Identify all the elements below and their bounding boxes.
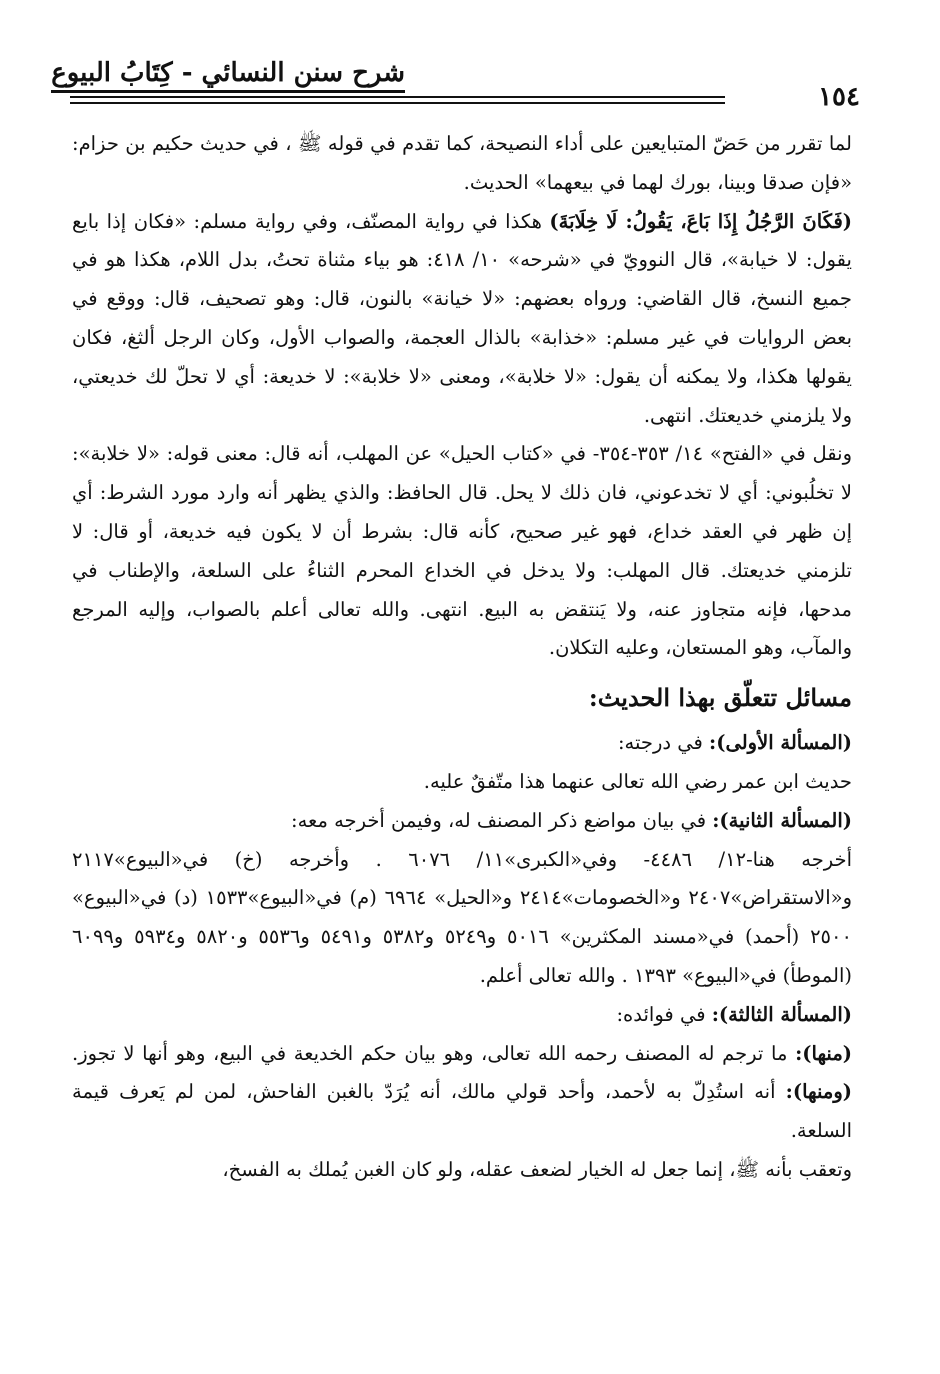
- section-heading: مسائل تتعلّق بهذا الحديث:: [588, 683, 852, 713]
- issue-2-heading: [72, 802, 852, 841]
- issue-3-text-2: أنه استُدِلّ به لأحمد، وأحد قولي مالك، أنه يُرَدّ بالغبن الفاحش، لمن لم يَعرف قيمة السلعة.: [72, 1080, 852, 1143]
- issue-3-title: في فوائده:: [616, 1002, 712, 1026]
- header-rule: [70, 96, 725, 104]
- issue-1-label: (المسألة الأولى):: [709, 731, 852, 755]
- hadith-quote: (فَكَانَ الرَّجُلُ إِذَا بَاعَ، يَقُولُ: لَا خِلَابَةَ): [549, 209, 853, 233]
- issue-3-heading: [72, 996, 852, 1035]
- issue-1-title: في درجته:: [617, 731, 710, 755]
- page-number: ١٥٤: [808, 82, 860, 112]
- issue-2-label: (المسألة الثانية):: [712, 808, 852, 832]
- page-header: [51, 52, 860, 112]
- book-title: شرح سنن النسائي - كِتَابُ البيوع: [51, 58, 405, 93]
- issue-1-text: حديث ابن عمر رضي الله تعالى عنهما هذا متّفقٌ عليه.: [423, 769, 852, 793]
- issue-3-label: (المسألة الثالثة):: [711, 1002, 852, 1026]
- issue-3-text: [72, 1035, 852, 1151]
- issue-2-title: في بيان مواضع ذكر المصنف له، وفيمن أخرجه معه:: [291, 808, 713, 832]
- last-paragraph: وتعقب بأنه ﷺ، إنما جعل له الخيار لضعف عقله، ولو كان الغبن يُملك به الفسخ،: [222, 1157, 852, 1181]
- paragraph-2: [72, 203, 852, 436]
- minha-label-1: (منها):: [795, 1041, 852, 1065]
- issue-3-text-1: ما ترجم له المصنف رحمه الله تعالى، وهو بيان حكم الخديعة في البيع، وهو أنها لا تجوز.: [72, 1041, 796, 1065]
- paragraph-1: لما تقرر من حَضّ المتبايعين على أداء النصيحة، كما تقدم في قوله ﷺ ، في حديث حكيم بن حزام: «فإن صدقا وبينا، بورك لهما في بيعهما» الحديث.: [72, 132, 852, 194]
- minha-label-2: (ومنها):: [785, 1080, 852, 1104]
- issue-2-text: أخرجه هنا-١٢/ ٤٤٨٦- وفي«الكبرى»١١/ ٦٠٧٦ . وأخرجه (خ) في«البيوع»٢١١٧ و«الاستقراض»٢٤٠٧ و«الخصومات»٢٤١٤ و«الحيل» ٦٩٦٤ (م) في«البيوع»١٥٣٣ (د) في«البيوع» ٢٥٠٠ (أحمد) في«مسند المكثرين» ٥٠١٦ و٥٢٤٩ و٥٣٨٢ و٥٤٩١ و٥٥٣٦ و٥٨٢٠ و٥٩٣٤ و٦٠٩٩ (الموطأ) في«البيوع» ١٣٩٣ . والله تعالى أعلم.: [72, 847, 852, 987]
- issue-1-heading: [72, 724, 852, 763]
- paragraph-3: ونقل في «الفتح» ١٤/ ٣٥٣-٣٥٤- في «كتاب الحيل» عن المهلب، أنه قال: معنى قوله: «لا خلابة»: لا تخلُبوني: أي لا تخدعوني، فان ذلك لا يحل. قال الحافظ: والذي يظهر أنه وارد مورد الشرط: أي إن ظهر في العقد خداع، فهو غير صحيح، كأنه قال: بشرط أن لا يكون فيه خديعة، أو قال: لا تلزمني خديعتك. قال المهلب: ولا يدخل في الخداع المحرم الثناءُ على السلعة، والإطناب في مدحها، فإنه متجاوز عنه، ولا يَنتقض به البيع. انتهى. والله تعالى أعلم بالصواب، وإليه المرجع والمآب، وهو المستعان، وعليه التكلان.: [72, 442, 852, 660]
- paragraph-2-text: هكذا في رواية المصنّف، وفي رواية مسلم: «فكان إذا بايع يقول: لا خيابة»، قال النوويّ في «شرحه» ١٠/ ٤١٨: هو بياء مثناة تحتُ، بدل اللام، هكذا هو في جميع النسخ، قال القاضي: ورواه بعضهم: «لا خيانة» بالنون، قال: وهو تصحيف، قال: ووقع في بعض الروايات في غير مسلم: «خذابة» بالذال العجمة، والصواب الأول، وكان الرجل ألثغ، فكان يقولها هكذا، ولا يمكنه أن يقول: «لا خلابة»، ومعنى «لا خلابة»: لا خديعة: أي لا تحلّ لك خديعتي، ولا يلزمني خديعتك. انتهى.: [72, 209, 852, 427]
- page-body: [72, 125, 852, 1190]
